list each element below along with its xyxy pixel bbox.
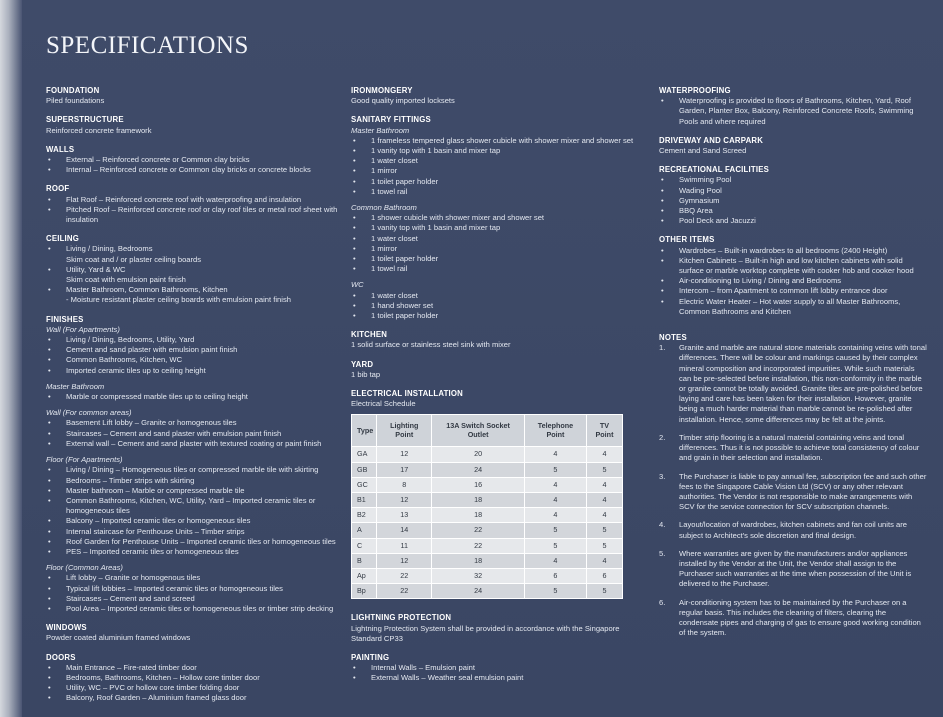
list-item: • 1 mirror	[351, 166, 643, 176]
table-cell: A	[352, 523, 377, 538]
table-cell: 12	[377, 493, 432, 508]
spec-section	[46, 315, 338, 614]
table-cell: 4	[524, 447, 586, 462]
section-heading: KITCHEN	[351, 330, 388, 340]
list-item: • Wading Pool	[659, 186, 927, 196]
list-item: • Main Entrance – Fire-rated timber door	[46, 663, 338, 673]
list-item: • Pool Area – Imported ceramic tiles or homogeneous tiles or timber strip decking	[46, 604, 338, 614]
bullet-list	[46, 573, 338, 614]
notes-section	[659, 333, 927, 638]
table-cell: 5	[524, 462, 586, 477]
bullet-list	[46, 195, 338, 226]
bullet-list	[351, 663, 643, 683]
table-cell: B	[352, 553, 377, 568]
bullet-list	[46, 392, 338, 402]
list-item: • 1 towel rail	[351, 187, 643, 197]
table-cell: C	[352, 538, 377, 553]
table-cell: Ap	[352, 568, 377, 583]
section-heading: WINDOWS	[46, 623, 87, 633]
table-cell: 18	[432, 508, 525, 523]
table-cell: 18	[432, 553, 525, 568]
bullet-list	[46, 335, 338, 376]
subsection-heading: WC	[351, 280, 364, 290]
table-cell: 4	[586, 477, 622, 492]
list-item: • Utility, Yard & WC Skim coat with emulsion paint finish	[46, 265, 338, 285]
table-cell: 4	[524, 508, 586, 523]
note-item	[659, 598, 927, 639]
note-item	[659, 549, 927, 590]
table-row	[352, 477, 623, 492]
list-item: • Lift lobby – Granite or homogenous tiles	[46, 573, 338, 583]
table-row	[352, 447, 623, 462]
electrical-schedule-table	[351, 414, 623, 599]
note-text: Air-conditioning system has to be maintained by the Purchaser on a regular basis. This includes the cleaning of filters, clearing the condensate pipes and charging of gas to ensure good working condition of the system.	[679, 597, 921, 638]
table-cell: 20	[432, 447, 525, 462]
table-cell: 6	[586, 568, 622, 583]
list-item: • Waterproofing is provided to floors of Bathrooms, Kitchen, Yard, Roof Garden, Planter Box, Balcony, Reinforced Concrete Roofs, Swimming Pools and where required	[659, 96, 927, 127]
list-item: • 1 water closet	[351, 234, 643, 244]
list-item: • 1 frameless tempered glass shower cubicle with shower mixer and shower set	[351, 136, 643, 146]
column-middle	[351, 86, 643, 693]
column-left	[46, 86, 338, 713]
table-header-cell: TV Point	[586, 415, 622, 447]
table-header-cell: Telephone Point	[524, 415, 586, 447]
list-item: • Master Bathroom, Common Bathrooms, Kitchen - Moisture resistant plaster ceiling boards with emulsion paint finish	[46, 285, 338, 305]
page-title: SPECIFICATIONS	[46, 32, 249, 59]
section-heading: FOUNDATION	[46, 86, 100, 95]
spec-section	[351, 86, 643, 106]
list-item: • 1 towel rail	[351, 264, 643, 274]
bullet-list	[351, 213, 643, 274]
section-text: Cement and Sand Screed	[659, 146, 747, 156]
section-heading: SANITARY FITTINGS	[351, 115, 431, 125]
table-cell: 12	[377, 447, 432, 462]
list-item: • Common Bathrooms, Kitchen, WC, Utility, Yard – Imported ceramic tiles or homogeneous tiles	[46, 496, 338, 516]
table-cell: 22	[377, 568, 432, 583]
table-row	[352, 508, 623, 523]
list-item: • PES – Imported ceramic tiles or homogeneous tiles	[46, 547, 338, 557]
subsection-heading: Wall (For Apartments)	[46, 324, 120, 334]
note-item	[659, 433, 927, 464]
list-item: • External Walls – Weather seal emulsion paint	[351, 673, 643, 683]
list-item: • Balcony – Imported ceramic tiles or homogeneous tiles	[46, 516, 338, 526]
section-heading: CEILING	[46, 234, 80, 244]
list-item: • Bedrooms – Timber strips with skirting	[46, 476, 338, 486]
table-header-row	[352, 415, 623, 447]
table-cell: 6	[524, 568, 586, 583]
table-cell: 4	[586, 447, 622, 462]
spec-section	[659, 235, 927, 317]
table-cell: 22	[432, 538, 525, 553]
table-cell: 22	[432, 523, 525, 538]
section-heading: NOTES	[659, 333, 687, 343]
section-heading: DOORS	[46, 652, 76, 662]
table-cell: 17	[377, 462, 432, 477]
list-item: • Utility, WC – PVC or hollow core timber folding door	[46, 683, 338, 693]
list-item: • Intercom – from Apartment to common lift lobby entrance door	[659, 286, 927, 296]
table-cell: 16	[432, 477, 525, 492]
table-header-cell: Type	[352, 415, 377, 447]
spec-section	[351, 613, 643, 644]
table-cell: 24	[432, 462, 525, 477]
list-item: • 1 hand shower set	[351, 301, 643, 311]
list-item: • 1 vanity top with 1 basin and mixer tap	[351, 223, 643, 233]
list-item: • Staircases – Cement and sand plaster with emulsion paint finish	[46, 429, 338, 439]
table-row	[352, 538, 623, 553]
list-item: • 1 toilet paper holder	[351, 177, 643, 187]
table-cell: 4	[524, 493, 586, 508]
list-item: • External wall – Cement and sand plaster with textured coating or paint finish	[46, 439, 338, 449]
column-right	[659, 86, 927, 647]
electrical-section	[351, 389, 643, 599]
section-text: Piled foundations	[46, 96, 105, 106]
note-text: Layout/location of wardrobes, kitchen cabinets and fan coil units are subject to Architect's sole discretion and final design.	[679, 520, 907, 540]
section-heading: LIGHTNING PROTECTION	[351, 613, 452, 623]
note-item	[659, 472, 927, 513]
table-cell: Bp	[352, 584, 377, 599]
table-cell: 22	[377, 584, 432, 599]
list-item: • Typical lift lobbies – Imported ceramic tiles or homogeneous tiles	[46, 584, 338, 594]
list-item: • Cement and sand plaster with emulsion paint finish	[46, 345, 338, 355]
bullet-list	[46, 418, 338, 449]
bullet-list	[659, 96, 927, 127]
list-item: • Gymnasium	[659, 196, 927, 206]
section-heading: WATERPROOFING	[659, 86, 731, 95]
list-item: • 1 mirror	[351, 244, 643, 254]
list-item: • Air-conditioning to Living / Dining and Bedrooms	[659, 276, 927, 286]
section-heading: ELECTRICAL INSTALLATION	[351, 389, 464, 399]
list-item: • 1 water closet	[351, 291, 643, 301]
list-item: • External – Reinforced concrete or Common clay bricks	[46, 155, 338, 165]
table-cell: 5	[586, 538, 622, 553]
note-number: 3.	[659, 471, 666, 481]
note-number: 1.	[659, 343, 666, 353]
subsection-heading: Master Bathroom	[46, 381, 105, 391]
list-item: • 1 vanity top with 1 basin and mixer tap	[351, 146, 643, 156]
spec-section	[46, 623, 338, 643]
list-item: • Roof Garden for Penthouse Units – Imported ceramic tiles or homogeneous tiles	[46, 537, 338, 547]
bullet-list	[351, 136, 643, 197]
list-item: • Flat Roof – Reinforced concrete roof with waterproofing and insulation	[46, 195, 338, 205]
table-cell: B2	[352, 508, 377, 523]
section-heading: ROOF	[46, 184, 70, 194]
spec-section	[46, 115, 338, 135]
list-item: • Imported ceramic tiles up to ceiling height	[46, 366, 338, 376]
list-item: • Living / Dining, Bedrooms Skim coat and / or plaster ceiling boards	[46, 244, 338, 264]
spec-section	[46, 184, 338, 225]
list-item: • Pitched Roof – Reinforced concrete roof or clay roof tiles or metal roof sheet with insulation	[46, 205, 338, 225]
bullet-list	[46, 465, 338, 557]
list-item: • Kitchen Cabinets – Built-in high and low kitchen cabinets with solid surface or marble worktop complete with cooker hob and cooker hood	[659, 256, 927, 276]
spec-section	[659, 86, 927, 127]
list-item: • Living / Dining – Homogeneous tiles or compressed marble tile with skirting	[46, 465, 338, 475]
list-item: • Staircases – Cement and sand screed	[46, 594, 338, 604]
bullet-list	[46, 155, 338, 175]
list-item: • Internal staircase for Penthouse Units – Timber strips	[46, 527, 338, 537]
list-item: • 1 toilet paper holder	[351, 311, 643, 321]
note-text: Granite and marble are natural stone materials containing veins with tonal differences. There will be colour and markings caused by their complex mineral composition and incorporated impurities. While such materials can be pre-selected before installation, this non-conformity in the marble or granite cannot be totally avoided. Granite tiles are pre-polished before laying and care has been taken for their installation. However, granite being a much harder material than marble cannot be re-polished after installation. Hence, some differences may be felt at the joints.	[679, 343, 927, 424]
table-cell: 5	[524, 584, 586, 599]
table-cell: 4	[586, 508, 622, 523]
note-item	[659, 520, 927, 540]
list-item: • BBQ Area	[659, 206, 927, 216]
table-cell: 12	[377, 553, 432, 568]
subsection-heading: Floor (Common Areas)	[46, 563, 123, 573]
table-header-cell: Lighting Point	[377, 415, 432, 447]
list-item: • Swimming Pool	[659, 175, 927, 185]
table-row	[352, 523, 623, 538]
note-text: The Purchaser is liable to pay annual fee, subscription fee and such other fees to the Singapore Cable Vision Ltd (SCV) or any other relevant authorities. The Vendor is not responsible to make arrangements with SCV for the service connection for SCV subscription channels.	[679, 471, 927, 512]
spec-section	[46, 234, 338, 305]
table-cell: 5	[586, 462, 622, 477]
table-row	[352, 462, 623, 477]
note-number: 2.	[659, 432, 666, 442]
note-number: 6.	[659, 597, 666, 607]
spec-section	[659, 136, 927, 156]
note-number: 5.	[659, 548, 666, 558]
list-item: • 1 water closet	[351, 156, 643, 166]
list-item: • Basement Lift lobby – Granite or homogenous tiles	[46, 418, 338, 428]
list-item: • Electric Water Heater – Hot water supply to all Master Bathrooms, Common Bathrooms and Kitchen	[659, 297, 927, 317]
bullet-list	[46, 244, 338, 305]
note-text: Timber strip flooring is a natural material containing veins and tonal differences. Thus it is not possible to achieve total consistency of colour and grain in their selection and installation.	[679, 432, 920, 463]
table-cell: 5	[586, 523, 622, 538]
table-cell: 24	[432, 584, 525, 599]
table-cell: 4	[586, 553, 622, 568]
section-text: 1 solid surface or stainless steel sink with mixer	[351, 340, 511, 350]
table-cell: 5	[524, 538, 586, 553]
bullet-list	[659, 246, 927, 317]
list-item: • Common Bathrooms, Kitchen, WC	[46, 355, 338, 365]
spec-section	[46, 86, 338, 106]
section-heading: WALLS	[46, 144, 75, 154]
table-cell: 14	[377, 523, 432, 538]
note-item	[659, 343, 927, 425]
table-row	[352, 584, 623, 599]
table-cell: 5	[586, 584, 622, 599]
table-cell: 4	[586, 493, 622, 508]
section-heading: OTHER ITEMS	[659, 235, 715, 245]
table-cell: 4	[524, 553, 586, 568]
bullet-list	[351, 291, 643, 322]
subsection-heading: Master Bathroom	[351, 125, 410, 135]
bullet-list	[659, 175, 927, 226]
list-item: • Wardrobes – Built-in wardrobes to all bedrooms (2400 Height)	[659, 246, 927, 256]
table-cell: 11	[377, 538, 432, 553]
section-text: Powder coated aluminium framed windows	[46, 633, 191, 643]
table-row	[352, 493, 623, 508]
table-cell: 4	[524, 477, 586, 492]
note-number: 4.	[659, 520, 666, 530]
list-item: • Marble or compressed marble tiles up to ceiling height	[46, 392, 338, 402]
section-text: Lightning Protection System shall be provided in accordance with the Singapore Standard CP33	[351, 623, 620, 643]
section-heading: RECREATIONAL FACILITIES	[659, 165, 770, 175]
table-cell: GC	[352, 477, 377, 492]
table-cell: 13	[377, 508, 432, 523]
section-text: 1 bib tap	[351, 369, 381, 379]
table-header-cell: 13A Switch Socket Outlet	[432, 415, 525, 447]
section-heading: YARD	[351, 359, 374, 369]
table-cell: GB	[352, 462, 377, 477]
spec-section	[46, 653, 338, 704]
list-item: • Internal – Reinforced concrete or Common clay bricks or concrete blocks	[46, 165, 338, 175]
subsection-heading: Floor (For Apartments)	[46, 455, 123, 465]
note-text: Where warranties are given by the manufacturers and/or appliances installed by the Vendor at the Unit, the Vendor shall assign to the Purchaser such warranties at the time when possession of the Unit is delivered to the Purchaser.	[679, 548, 912, 589]
list-item: • Balcony, Roof Garden – Aluminium framed glass door	[46, 693, 338, 703]
list-item: • Bedrooms, Bathrooms, Kitchen – Hollow core timber door	[46, 673, 338, 683]
table-cell: GA	[352, 447, 377, 462]
section-text: Good quality imported locksets	[351, 96, 455, 106]
spec-section	[659, 165, 927, 226]
table-cell: 32	[432, 568, 525, 583]
table-cell: 8	[377, 477, 432, 492]
spec-section	[46, 145, 338, 176]
column-right-top	[659, 86, 927, 317]
section-heading: IRONMONGERY	[351, 86, 413, 95]
list-item: • 1 shower cubicle with shower mixer and shower set	[351, 213, 643, 223]
table-row	[352, 553, 623, 568]
column-middle-top	[351, 86, 643, 380]
list-item: • Living / Dining, Bedrooms, Utility, Yard	[46, 335, 338, 345]
section-subheading: Electrical Schedule	[351, 399, 416, 409]
section-heading: DRIVEWAY AND CARPARK	[659, 135, 764, 145]
notes-list	[659, 343, 927, 638]
column-middle-bottom	[351, 613, 643, 683]
list-item: • 1 toilet paper holder	[351, 254, 643, 264]
spec-section	[351, 360, 643, 380]
spec-section	[351, 115, 643, 321]
table-cell: 18	[432, 493, 525, 508]
table-cell: 5	[524, 523, 586, 538]
section-heading: PAINTING	[351, 652, 390, 662]
table-row	[352, 568, 623, 583]
list-item: • Pool Deck and Jacuzzi	[659, 216, 927, 226]
section-heading: FINISHES	[46, 314, 84, 324]
table-cell: B1	[352, 493, 377, 508]
list-item: • Master bathroom – Marble or compressed marble tile	[46, 486, 338, 496]
spec-section	[351, 653, 643, 684]
section-heading: SUPERSTRUCTURE	[46, 115, 124, 125]
list-item: • Internal Walls – Emulsion paint	[351, 663, 643, 673]
section-text: Reinforced concrete framework	[46, 125, 152, 135]
subsection-heading: Wall (For common areas)	[46, 408, 132, 418]
subsection-heading: Common Bathroom	[351, 203, 417, 213]
bullet-list	[46, 663, 338, 704]
spec-section	[351, 330, 643, 350]
